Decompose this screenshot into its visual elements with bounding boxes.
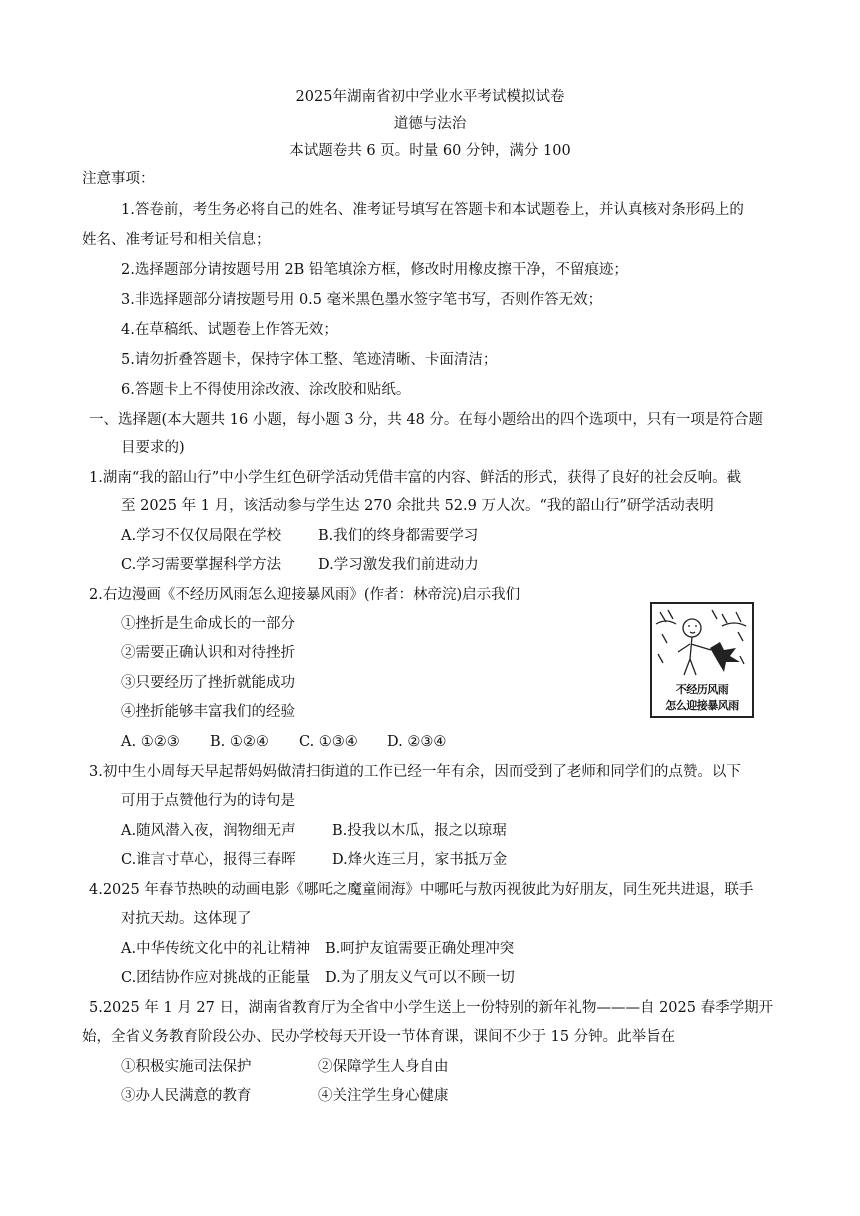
question-3-option-c: C.谁言寸草心，报得三春晖 [121, 852, 296, 868]
question-3-option-a: A.随风潜入夜，润物细无声 [121, 823, 296, 839]
question-4-option-d: D.为了朋友义气可以不顾一切 [325, 970, 515, 986]
cartoon-caption-line1: 不经历风雨 [675, 683, 729, 696]
question-2-option-b: B. ①②④ [210, 734, 269, 750]
cartoon-caption-line2: 怎么迎接暴风雨 [665, 699, 739, 712]
question-2-option-a: A. ①②③ [121, 734, 180, 750]
question-3-option-b: B.投我以木瓜，报之以琼琚 [332, 823, 507, 839]
cartoon-drawing [652, 604, 752, 682]
question-2-item: ④挫折能够丰富我们的经验 [121, 704, 295, 720]
section-heading: 一、选择题(本大题共 16 小题，每小题 3 分，共 48 分。在每小题给出的四个选项中，只有一项是符合题 [89, 412, 763, 428]
question-5-item: ②保障学生人身自由 [318, 1059, 449, 1075]
question-3-stem: 3.初中生小周每天早起帮妈妈做清扫街道的工作已经一年有余，因而受到了老师和同学们的点赞。以下 [89, 764, 741, 780]
question-2-option-d: D. ②③④ [387, 734, 447, 750]
exam-title: 2025年湖南省初中学业水平考试模拟试卷 [295, 89, 565, 105]
subject-title: 道德与法治 [393, 116, 467, 132]
question-2-stem: 2.右边漫画《不经历风雨怎么迎接暴风雨》(作者：林帝浣)启示我们 [89, 587, 521, 603]
question-1-option-a: A.学习不仅仅局限在学校 [121, 528, 282, 544]
question-1-option-c: C.学习需要掌握科学方法 [121, 557, 282, 573]
notice-item: 1.答卷前，考生务必将自己的姓名、准考证号填写在答题卡和本试题卷上，并认真核对条形码上的 [121, 202, 744, 218]
question-2-item: ②需要正确认识和对待挫折 [121, 645, 295, 661]
question-4-option-b: B.呵护友谊需要正确处理冲突 [325, 941, 515, 957]
notice-heading: 注意事项： [82, 171, 155, 187]
question-4-option-a: A.中华传统文化中的礼让精神 [121, 941, 311, 957]
exam-info: 本试题卷共 6 页。时量 60 分钟，满分 100 [289, 143, 571, 159]
question-2-item: ③只要经历了挫折就能成功 [121, 675, 295, 691]
question-2-option-c: C. ①③④ [299, 734, 358, 750]
notice-item: 6.答题卡上不得使用涂改液、涂改胶和贴纸。 [121, 382, 411, 398]
question-5-item: ③办人民满意的教育 [121, 1088, 252, 1104]
question-4-stem-cont: 对抗天劫。这体现了 [121, 911, 252, 927]
question-1-stem: 1.湖南“我的韶山行”中小学生红色研学活动凭借丰富的内容、鲜活的形式，获得了良好的社会反响。截 [89, 470, 742, 486]
question-5-stem: 5.2025 年 1 月 27 日，湖南省教育厅为全省中小学生送上一份特别的新年礼物———自 2025 春季学期开 [89, 1000, 774, 1016]
question-1-option-b: B.我们的终身都需要学习 [318, 528, 479, 544]
question-3-option-d: D.烽火连三月，家书抵万金 [332, 852, 508, 868]
question-5-item: ④关注学生身心健康 [318, 1088, 449, 1104]
notice-item: 4.在草稿纸、试题卷上作答无效； [121, 322, 338, 338]
question-4-stem: 4.2025 年春节热映的动画电影《哪吒之魔童闹海》中哪吒与敖丙视彼此为好朋友，同生死共进退，联手 [89, 882, 754, 898]
notice-item: 姓名、准考证号和相关信息； [82, 232, 271, 248]
notice-item: 3.非选择题部分请按题号用 0.5 毫米黑色墨水签字笔书写，否则作答无效； [121, 292, 603, 308]
question-3-stem-cont: 可用于点赞他行为的诗句是 [121, 793, 295, 809]
cartoon-image [650, 602, 754, 718]
notice-item: 2.选择题部分请按题号用 2B 铅笔填涂方框，修改时用橡皮擦干净，不留痕迹； [121, 262, 628, 278]
question-5-stem-cont: 始，全省义务教育阶段公办、民办学校每天开设一节体育课，课间不少于 15 分钟。此举旨在 [82, 1029, 676, 1045]
notice-item: 5.请勿折叠答题卡，保持字体工整、笔迹清晰、卡面清洁； [121, 352, 498, 368]
question-5-item: ①积极实施司法保护 [121, 1059, 252, 1075]
question-1-stem-cont: 至 2025 年 1 月，该活动参与学生达 270 余批共 52.9 万人次。“我的韶山行”研学活动表明 [121, 498, 714, 514]
question-4-option-c: C.团结协作应对挑战的正能量 [121, 970, 311, 986]
question-1-option-d: D.学习激发我们前进动力 [318, 557, 479, 573]
question-2-item: ①挫折是生命成长的一部分 [121, 616, 295, 632]
section-heading-cont: 目要求的) [121, 440, 185, 456]
